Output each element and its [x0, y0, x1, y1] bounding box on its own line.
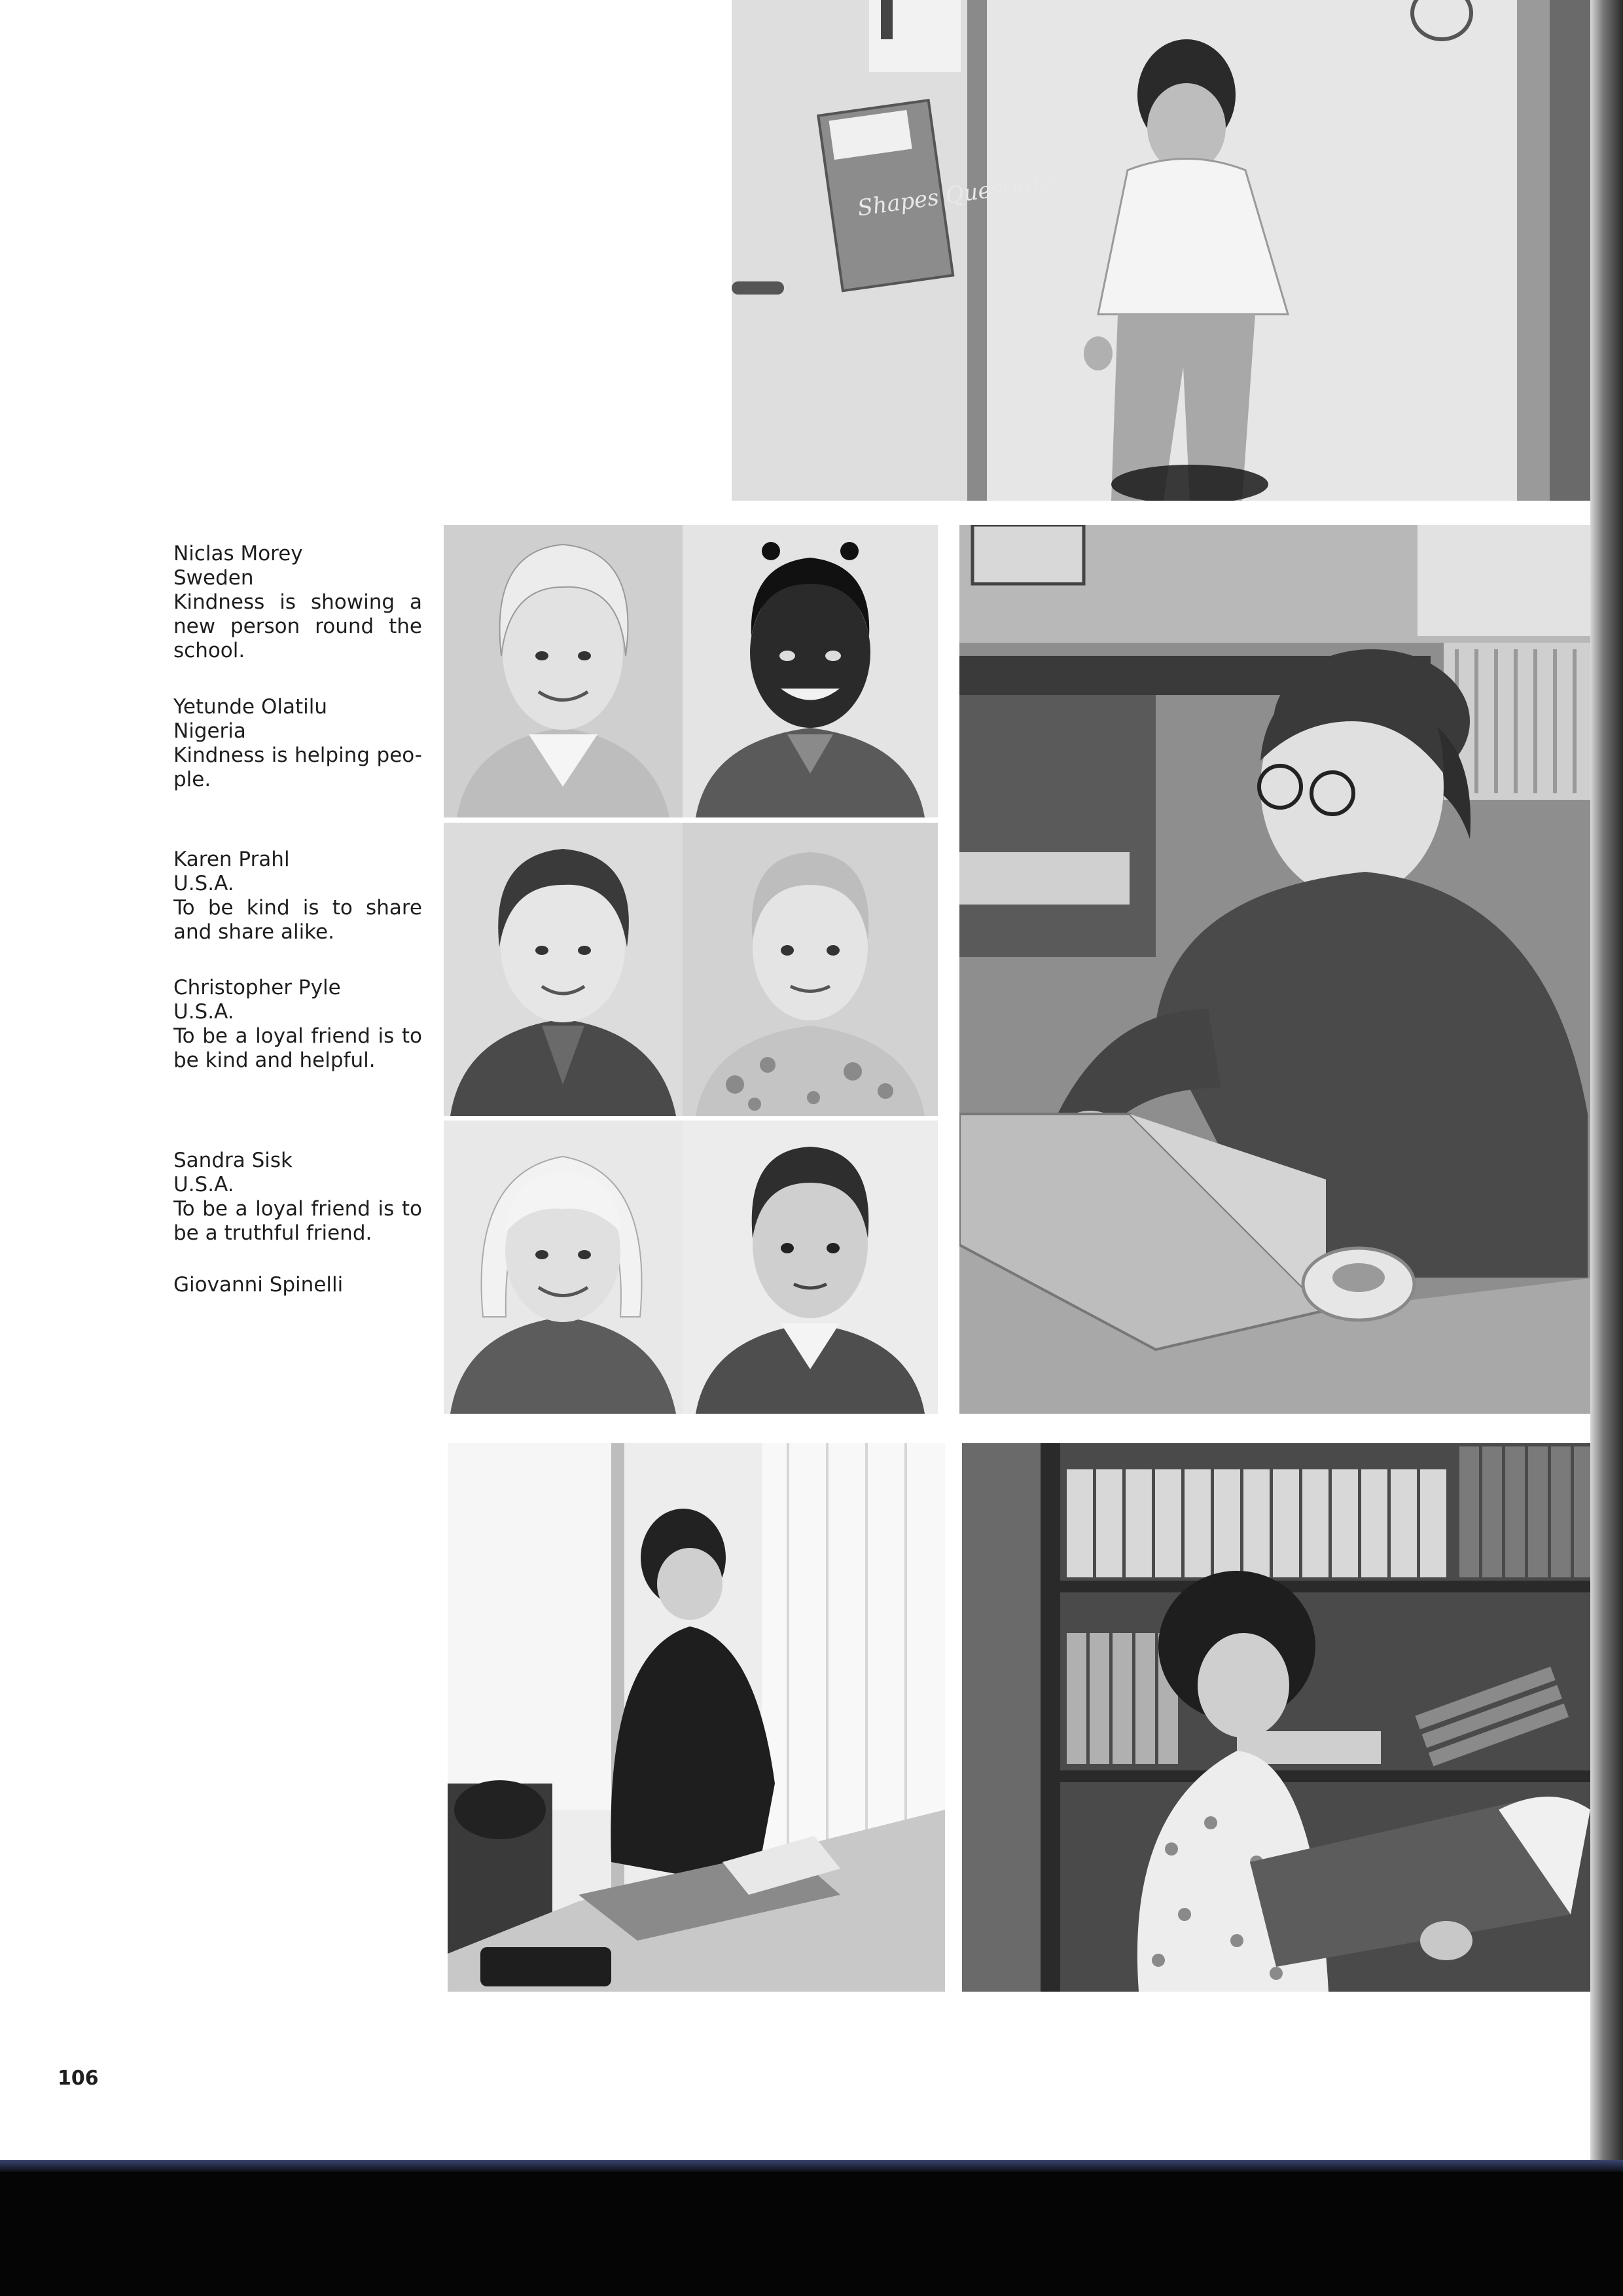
caption-sandra-sisk: [173, 1149, 422, 1246]
caption-country: U.S.A.: [173, 872, 234, 895]
door-sign-text: Shapes Questions: [855, 168, 1059, 222]
page-edge-shadow: [1590, 0, 1623, 2160]
caption-name: Niclas Morey: [173, 542, 303, 565]
caption-giovanni-spinelli: [173, 1273, 422, 1297]
caption-yetunde-olatilu: [173, 695, 422, 792]
caption-quote: To be kind is to share and share alike.: [173, 896, 422, 944]
portrait-niclas-morey: [444, 525, 683, 817]
portrait-karen-prahl: [444, 823, 683, 1116]
scan-background-band: [0, 2160, 1623, 2296]
caption-name: Sandra Sisk: [173, 1149, 293, 1172]
caption-country: Sweden: [173, 566, 254, 590]
caption-karen-prahl: [173, 848, 422, 944]
portrait-christopher-pyle: [683, 823, 938, 1116]
caption-name: Christopher Pyle: [173, 976, 341, 999]
portrait-sandra-sisk: [444, 1121, 683, 1414]
photo-boy-at-desk: [448, 1443, 945, 1992]
caption-name: Yetunde Olatilu: [173, 695, 327, 719]
caption-country: U.S.A.: [173, 1000, 234, 1024]
caption-christopher-pyle: [173, 976, 422, 1073]
caption-quote: To be a loyal friend is to be kind and helpful.: [173, 1024, 422, 1072]
caption-name: Karen Prahl: [173, 848, 290, 871]
portrait-yetunde-olatilu: [683, 525, 938, 817]
caption-niclas-morey: [173, 542, 422, 663]
photo-boy-reading-bookshelf: [962, 1443, 1596, 1992]
caption-name: Giovanni Spinelli: [173, 1273, 344, 1297]
caption-quote: To be a loyal friend is to be a truthful friend.: [173, 1197, 422, 1245]
photo-girl-taping-box: [959, 525, 1596, 1414]
caption-quote: Kindness is helping peo-ple.: [173, 744, 422, 791]
caption-country: Nigeria: [173, 719, 246, 743]
portrait-giovanni-spinelli: [683, 1121, 938, 1414]
caption-country: U.S.A.: [173, 1173, 234, 1196]
page-number: 106: [58, 2067, 99, 2090]
caption-quote: Kindness is showing a new person round the school.: [173, 590, 422, 662]
photo-girl-by-door: [732, 0, 1596, 501]
